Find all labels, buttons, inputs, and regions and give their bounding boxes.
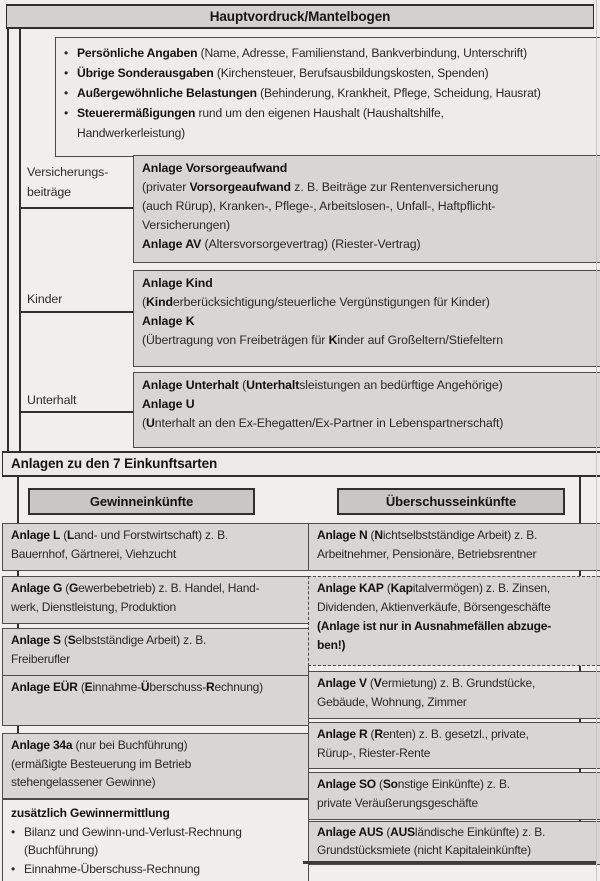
- bullet-dot-icon: •: [64, 106, 69, 120]
- anlage-aus-box: [308, 821, 600, 865]
- anlage-kap-text: Anlage KAP (Kapitalvermögen) z. B. Zinsen, Dividenden, Aktienverkäufe, Börsengeschäfte (Anlage ist nur in Ausnahmefällen abzuge- ben!): [317, 581, 552, 652]
- anlage-aus-text: Anlage AUS (AUSländische Einkünfte) z. B. Grundstücksmiete (nicht Kapitaleinkünfte): [317, 825, 546, 857]
- tree-spine-inner: [19, 27, 21, 451]
- gewinnermittlung-bullet-text: Bilanz und Gewinn-und-Verlust-Rechnung (Buchführung): [24, 824, 242, 857]
- anlage-unterhalt-text: Anlage Unterhalt (Unterhaltsleistungen an bedürftige Angehörige) Anlage U (Unterhalt an den Ex-Ehegatten/Ex-Partner in Lebenspartnerschaft): [142, 378, 504, 430]
- gewinnermittlung-heading: zusätzlich Gewinnermittlung: [11, 806, 170, 820]
- einkunftsarten-title: Anlagen zu den 7 Einkunftsarten: [11, 456, 218, 471]
- anlage-so-box: [308, 772, 600, 820]
- anlage-vorsorgeaufwand-text: Anlage Vorsorgeaufwand (privater Vorsorgeaufwand z. B. Beiträge zur Rentenversicherung (auch Rürup), Kranken-, Pflege-, Arbeitslosen-, Unfall-, Haftpflicht- Versicherungen) Anlage AV (Altersvorsorgevertrag) (Riester-Vertrag): [142, 161, 499, 251]
- info-bullet-sonderausgaben: [64, 63, 600, 83]
- info-bullet-text: Übrige Sonderausgaben (Kirchensteuer, Berufsausbildungskosten, Spenden): [77, 66, 489, 80]
- anlage-l-box: [2, 523, 309, 571]
- gewinnermittlung-box: [2, 799, 309, 881]
- info-bullet-belastungen: [64, 83, 600, 103]
- anlage-n-text: Anlage N (Nichtselbstständige Arbeit) z. B. Arbeitnehmer, Pensionäre, Betriebsrentner: [317, 528, 538, 561]
- info-bullet-text: Persönliche Angaben (Name, Adresse, Familienstand, Bankverbindung, Unterschrift): [77, 46, 527, 60]
- einkunftsarten-header-bar: [2, 451, 600, 477]
- page-edge-line: [596, 0, 597, 881]
- hauptvordruck-title: Hauptvordruck/Mantelbogen: [209, 9, 391, 24]
- anlage-kind-text: Anlage Kind (Kinderberücksichtigung/steuerliche Vergünstigungen für Kinder) Anlage K (Übertragung von Freibeträgen für Kinder auf Großeltern/Stiefeltern: [142, 276, 504, 347]
- bullet-dot-icon: •: [64, 66, 69, 80]
- anlage-s-text: Anlage S (Selbstständige Arbeit) z. B. Freiberufler: [11, 633, 207, 666]
- anlage-kind-box: [133, 270, 600, 367]
- anlage-v-text: Anlage V (Vermietung) z. B. Grundstücke, Gebäude, Wohnung, Zimmer: [317, 676, 536, 709]
- anlage-34a-box: [2, 733, 309, 799]
- branch-connector-kinder: [19, 311, 133, 313]
- anlage-l-text: Anlage L (Land- und Forstwirtschaft) z. B. Bauernhof, Gärtnerei, Viehzucht: [11, 528, 229, 561]
- info-bullet-text: Außergewöhnliche Belastungen (Behinderung, Krankheit, Pflege, Scheidung, Hausrat): [77, 86, 541, 100]
- anlage-34a-text: Anlage 34a (nur bei Buchführung) (ermäßigte Besteuerung im Betrieb stehengelassener Gewinne): [11, 738, 192, 789]
- anlage-unterhalt-box: [133, 372, 600, 448]
- hauptvordruck-header-bar: [6, 4, 594, 29]
- anlage-r-text: Anlage R (Renten) z. B. gesetzl., private, Rürup-, Riester-Rente: [317, 727, 529, 760]
- branch-label-unterhalt: Unterhalt: [27, 393, 77, 407]
- tree-spine-outer: [7, 27, 9, 451]
- branch-label-kinder: Kinder: [27, 292, 63, 306]
- anlage-v-box: [308, 671, 600, 719]
- anlage-so-text: Anlage SO (Sonstige Einkünfte) z. B. private Veräußerungsgeschäfte: [317, 777, 510, 810]
- ueberschusseinkuenfte-header: Überschusseinkünfte: [337, 488, 565, 515]
- anlage-n-box: [308, 523, 600, 571]
- bullet-dot-icon: •: [11, 824, 16, 839]
- bullet-dot-icon: •: [64, 46, 69, 60]
- anlage-r-box: [308, 722, 600, 769]
- info-bullet-persoenliche-angaben: [64, 43, 600, 63]
- anlage-euer-text: Anlage EÜR (Einnahme-Überschuss-Rechnung): [11, 680, 263, 694]
- gewinneinkuenfte-header: Gewinneinkünfte: [28, 488, 255, 515]
- gewinnermittlung-bullet-text: Einnahme-Überschuss-Rechnung: [24, 861, 200, 876]
- anlage-g-text: Anlage G (Gewerbebetrieb) z. B. Handel, Hand- werk, Dienstleistung, Produktion: [11, 581, 260, 614]
- info-bullet-steuerermaessigungen: [64, 103, 600, 143]
- anlage-s-box: [2, 628, 309, 676]
- bullet-dot-icon: •: [64, 86, 69, 100]
- anlage-g-box: [2, 576, 309, 624]
- aus-box-shadow: [303, 861, 597, 864]
- info-bullet-text: Steuerermäßigungen rund um den eigenen Haushalt (Haushaltshilfe, Handwerkerleistung): [77, 106, 444, 140]
- gewinnermittlung-bullet-bilanz: [11, 823, 300, 860]
- bullet-dot-icon: •: [11, 861, 16, 876]
- gewinnermittlung-bullet-euer: [11, 860, 300, 879]
- branch-connector-unterhalt: [19, 411, 133, 413]
- anlage-vorsorgeaufwand-box: [133, 155, 600, 263]
- anlage-euer-box: [2, 675, 309, 726]
- branch-connector-versicherung: [19, 207, 133, 209]
- mantelbogen-info-box: [55, 37, 600, 157]
- anlage-kap-box: [308, 576, 600, 666]
- branch-label-versicherungsbeitraege: Versicherungs- beiträge: [27, 165, 109, 199]
